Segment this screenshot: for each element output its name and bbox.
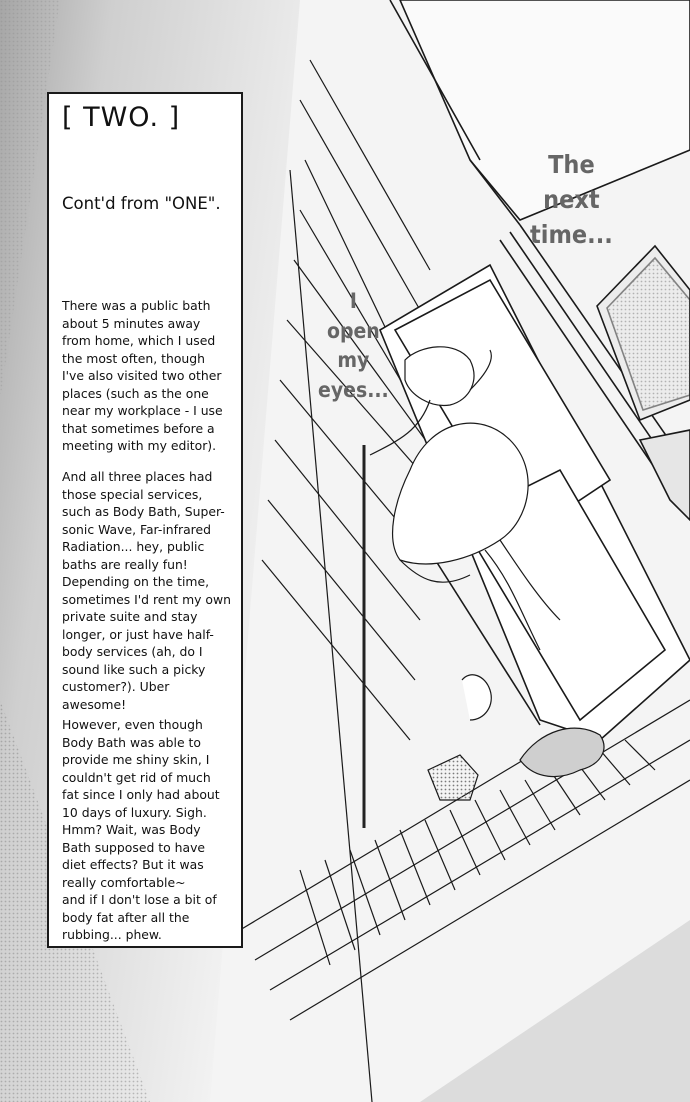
notes-paragraph — [62, 468, 240, 713]
notes-line: that sometimes before a — [62, 420, 215, 436]
notes-line: and if I don't lose a bit of — [62, 892, 217, 907]
notes-line: However, even though — [62, 717, 203, 732]
notes-line: those special services, — [62, 486, 203, 502]
notes-line: longer, or just have half- — [62, 626, 214, 642]
caption-word: time... — [530, 220, 613, 249]
notes-line: about 5 minutes away — [62, 315, 201, 331]
notes-line: diet effects? But it was — [62, 857, 204, 872]
caption-word: next — [543, 185, 600, 214]
notes-line: body fat after all the — [62, 909, 190, 925]
caption-word: The — [548, 150, 595, 179]
notes-line: Body Bath was able to — [62, 734, 201, 750]
notes-line: 10 days of luxury. Sigh. — [62, 804, 207, 820]
caption-next-time — [530, 147, 613, 252]
notes-line: body services (ah, do I — [62, 644, 203, 659]
notes-line: such as Body Bath, Super- — [62, 504, 225, 519]
notes-line: private suite and stay — [62, 609, 198, 624]
notes-line: really comfortable~ — [62, 874, 186, 890]
caption-open-eyes — [318, 287, 389, 405]
notes-line: fat since I only had about — [62, 787, 220, 802]
caption-word: eyes... — [318, 377, 389, 402]
notes-line: rubbing... phew. — [62, 927, 162, 942]
continued-note: Cont'd from "ONE". — [62, 194, 221, 213]
notes-line: There was a public bath — [62, 298, 211, 313]
notes-line: places (such as the one — [62, 385, 209, 401]
bottom-screentone — [200, 920, 690, 1102]
notes-line: I've also visited two other — [62, 368, 222, 383]
notes-line: meeting with my editor). — [62, 438, 217, 453]
caption-word: open — [326, 318, 380, 343]
author-notes-panel — [47, 92, 243, 948]
notes-line: from home, which I used — [62, 333, 216, 348]
notes-line: the most often, though — [62, 350, 205, 366]
window — [597, 246, 690, 520]
notes-line: Hmm? Wait, was Body — [62, 822, 201, 837]
notes-line: couldn't get rid of much — [62, 769, 211, 785]
chapter-title: [ TWO. ] — [62, 102, 181, 133]
notes-line: provide me shiny skin, I — [62, 752, 210, 767]
notes-line: Depending on the time, — [62, 574, 210, 589]
caption-word: my — [337, 348, 370, 372]
notes-line: sound like such a picky — [62, 661, 206, 677]
notes-line: baths are really fun! — [62, 556, 188, 572]
notes-line: customer?). Uber — [62, 679, 170, 694]
notes-line: near my workplace - I use — [62, 403, 223, 418]
notes-line: awesome! — [62, 696, 127, 712]
notes-line: sometimes I'd rent my own — [62, 591, 231, 607]
notes-paragraph — [62, 716, 240, 944]
notes-paragraph — [62, 297, 240, 455]
caption-word: I — [349, 289, 357, 313]
notes-line: And all three places had — [62, 469, 213, 484]
notes-line: Bath supposed to have — [62, 839, 206, 855]
notes-line: Radiation... hey, public — [62, 539, 205, 554]
notes-line: sonic Wave, Far-infrared — [62, 521, 211, 537]
